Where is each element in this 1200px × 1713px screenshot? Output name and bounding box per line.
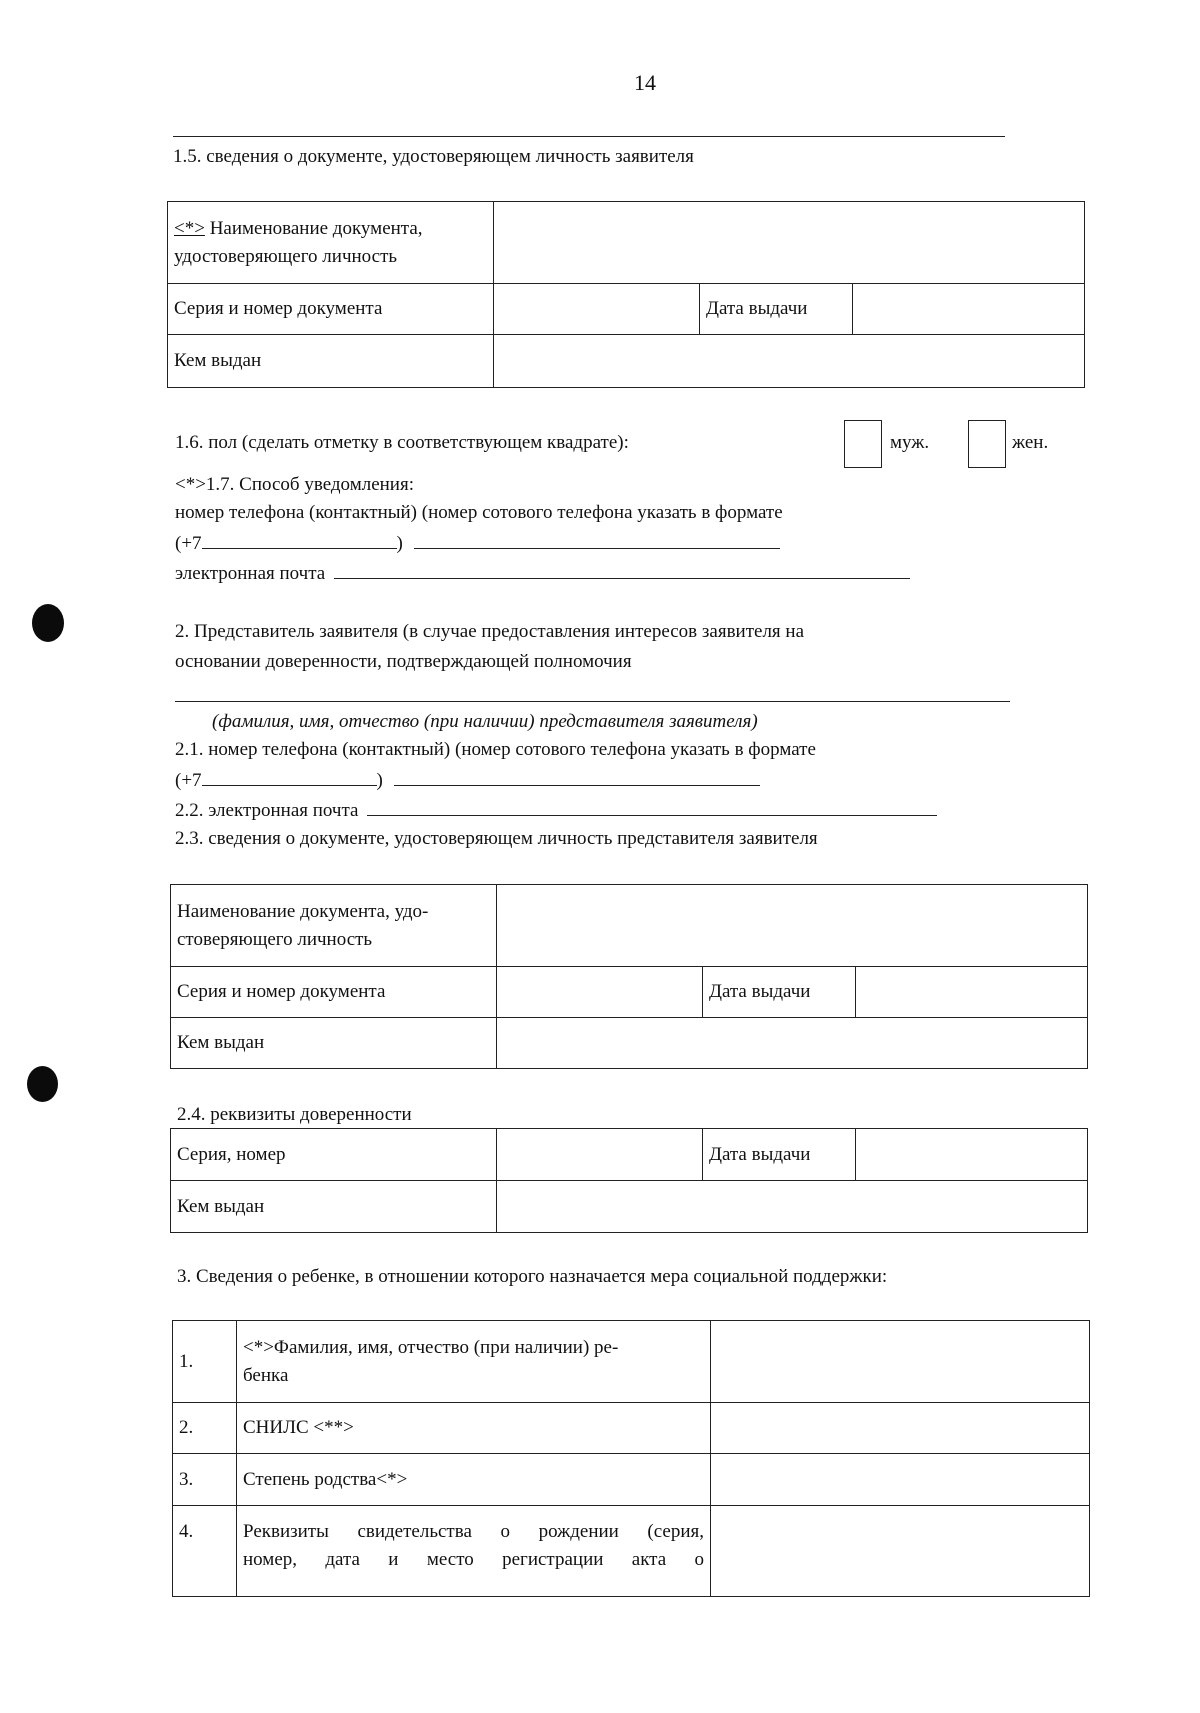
- asterisk-link[interactable]: <*>: [174, 217, 205, 239]
- issue-date-label: Дата выдачи: [700, 284, 853, 335]
- rep-phone-code-field[interactable]: [202, 767, 377, 786]
- series-number-label: Серия и номер документа: [168, 284, 494, 335]
- doc-name-field[interactable]: [494, 202, 1085, 284]
- rep-phone-number-field[interactable]: [394, 767, 760, 786]
- representative-email-row: 2.2. электронная почта: [175, 797, 937, 823]
- top-rule: [173, 136, 1005, 137]
- section-1-5-heading: 1.5. сведения о документе, удостоверяющем личность заявителя: [173, 146, 694, 167]
- page-number: 14: [634, 70, 656, 95]
- representative-doc-heading: 2.3. сведения о документе, удостоверяющем личность представителя заявителя: [175, 828, 818, 849]
- power-of-attorney-table: [170, 1128, 1088, 1233]
- notification-title: <*>1.7. Способ уведомления:: [175, 474, 414, 495]
- rep-issued-by-label: Кем выдан: [171, 1018, 497, 1069]
- poa-issued-by-field[interactable]: [497, 1181, 1088, 1233]
- male-label: муж.: [890, 432, 930, 453]
- issued-by-label: Кем выдан: [168, 335, 494, 388]
- poa-series-number-label: Серия, номер: [171, 1129, 497, 1181]
- issued-by-field[interactable]: [494, 335, 1085, 388]
- poa-issued-by-label: Кем выдан: [171, 1181, 497, 1233]
- applicant-document-table: [167, 201, 1085, 388]
- poa-issue-date-field[interactable]: [856, 1129, 1088, 1181]
- male-checkbox[interactable]: [844, 420, 882, 468]
- email-field[interactable]: [334, 560, 910, 579]
- child-row-1-num: 1.: [173, 1321, 237, 1403]
- child-info-heading: 3. Сведения о ребенке, в отношении которого назначается мера социальной поддержки:: [177, 1266, 888, 1287]
- representative-text-2: основании доверенности, подтверждающей полномочия: [175, 651, 632, 672]
- punch-hole-top: [32, 604, 64, 642]
- gender-prompt: 1.6. пол (сделать отметку в соответствующем квадрате):: [175, 432, 629, 453]
- rep-doc-name-label: Наименование документа, удо- стоверяющего личность: [171, 885, 497, 967]
- rep-doc-name-field[interactable]: [497, 885, 1088, 967]
- representative-phone-row: (+7 ): [175, 767, 760, 793]
- punch-hole-bottom: [27, 1066, 58, 1102]
- representative-name-caption: (фамилия, имя, отчество (при наличии) представителя заявителя): [212, 711, 758, 732]
- power-of-attorney-heading: 2.4. реквизиты доверенности: [177, 1104, 412, 1125]
- child-row-3-field[interactable]: [711, 1454, 1090, 1506]
- child-row-2-num: 2.: [173, 1403, 237, 1454]
- rep-series-number-field[interactable]: [497, 967, 703, 1018]
- poa-issue-date-label: Дата выдачи: [703, 1129, 856, 1181]
- phone-number-field[interactable]: [414, 530, 780, 549]
- child-row-3-label: Степень родства<*>: [237, 1454, 711, 1506]
- child-info-table: [172, 1320, 1090, 1597]
- representative-document-table: [170, 884, 1088, 1069]
- female-label: жен.: [1012, 432, 1049, 453]
- phone-code-field[interactable]: [202, 530, 397, 549]
- child-row-4-field[interactable]: [711, 1506, 1090, 1597]
- rep-issue-date-field[interactable]: [856, 967, 1088, 1018]
- issue-date-field[interactable]: [853, 284, 1085, 335]
- notification-phone-row: (+7 ): [175, 530, 780, 556]
- child-row-1-label: <*>Фамилия, имя, отчество (при наличии) ре- бенка: [237, 1321, 711, 1403]
- child-row-4-label: Реквизиты свидетельства о рождении (серия, номер, дата и место регистрации акта о: [237, 1506, 711, 1597]
- representative-name-field[interactable]: [175, 701, 1010, 702]
- poa-series-number-field[interactable]: [497, 1129, 703, 1181]
- rep-issue-date-label: Дата выдачи: [703, 967, 856, 1018]
- child-row-2-field[interactable]: [711, 1403, 1090, 1454]
- notification-email-row: электронная почта: [175, 560, 910, 586]
- child-row-1-field[interactable]: [711, 1321, 1090, 1403]
- doc-name-label: <*> Наименование документа, удостоверяющего личность: [168, 202, 494, 284]
- rep-issued-by-field[interactable]: [497, 1018, 1088, 1069]
- series-number-field[interactable]: [494, 284, 700, 335]
- child-row-2-label: СНИЛС <**>: [237, 1403, 711, 1454]
- rep-series-number-label: Серия и номер документа: [171, 967, 497, 1018]
- child-row-3-num: 3.: [173, 1454, 237, 1506]
- notification-phone-text: номер телефона (контактный) (номер сотового телефона указать в формате: [175, 502, 783, 523]
- representative-text-1: 2. Представитель заявителя (в случае предоставления интересов заявителя на: [175, 621, 805, 642]
- female-checkbox[interactable]: [968, 420, 1006, 468]
- rep-email-field[interactable]: [367, 797, 937, 816]
- child-row-4-num: 4.: [173, 1506, 237, 1597]
- representative-phone-text: 2.1. номер телефона (контактный) (номер сотового телефона указать в формате: [175, 739, 816, 760]
